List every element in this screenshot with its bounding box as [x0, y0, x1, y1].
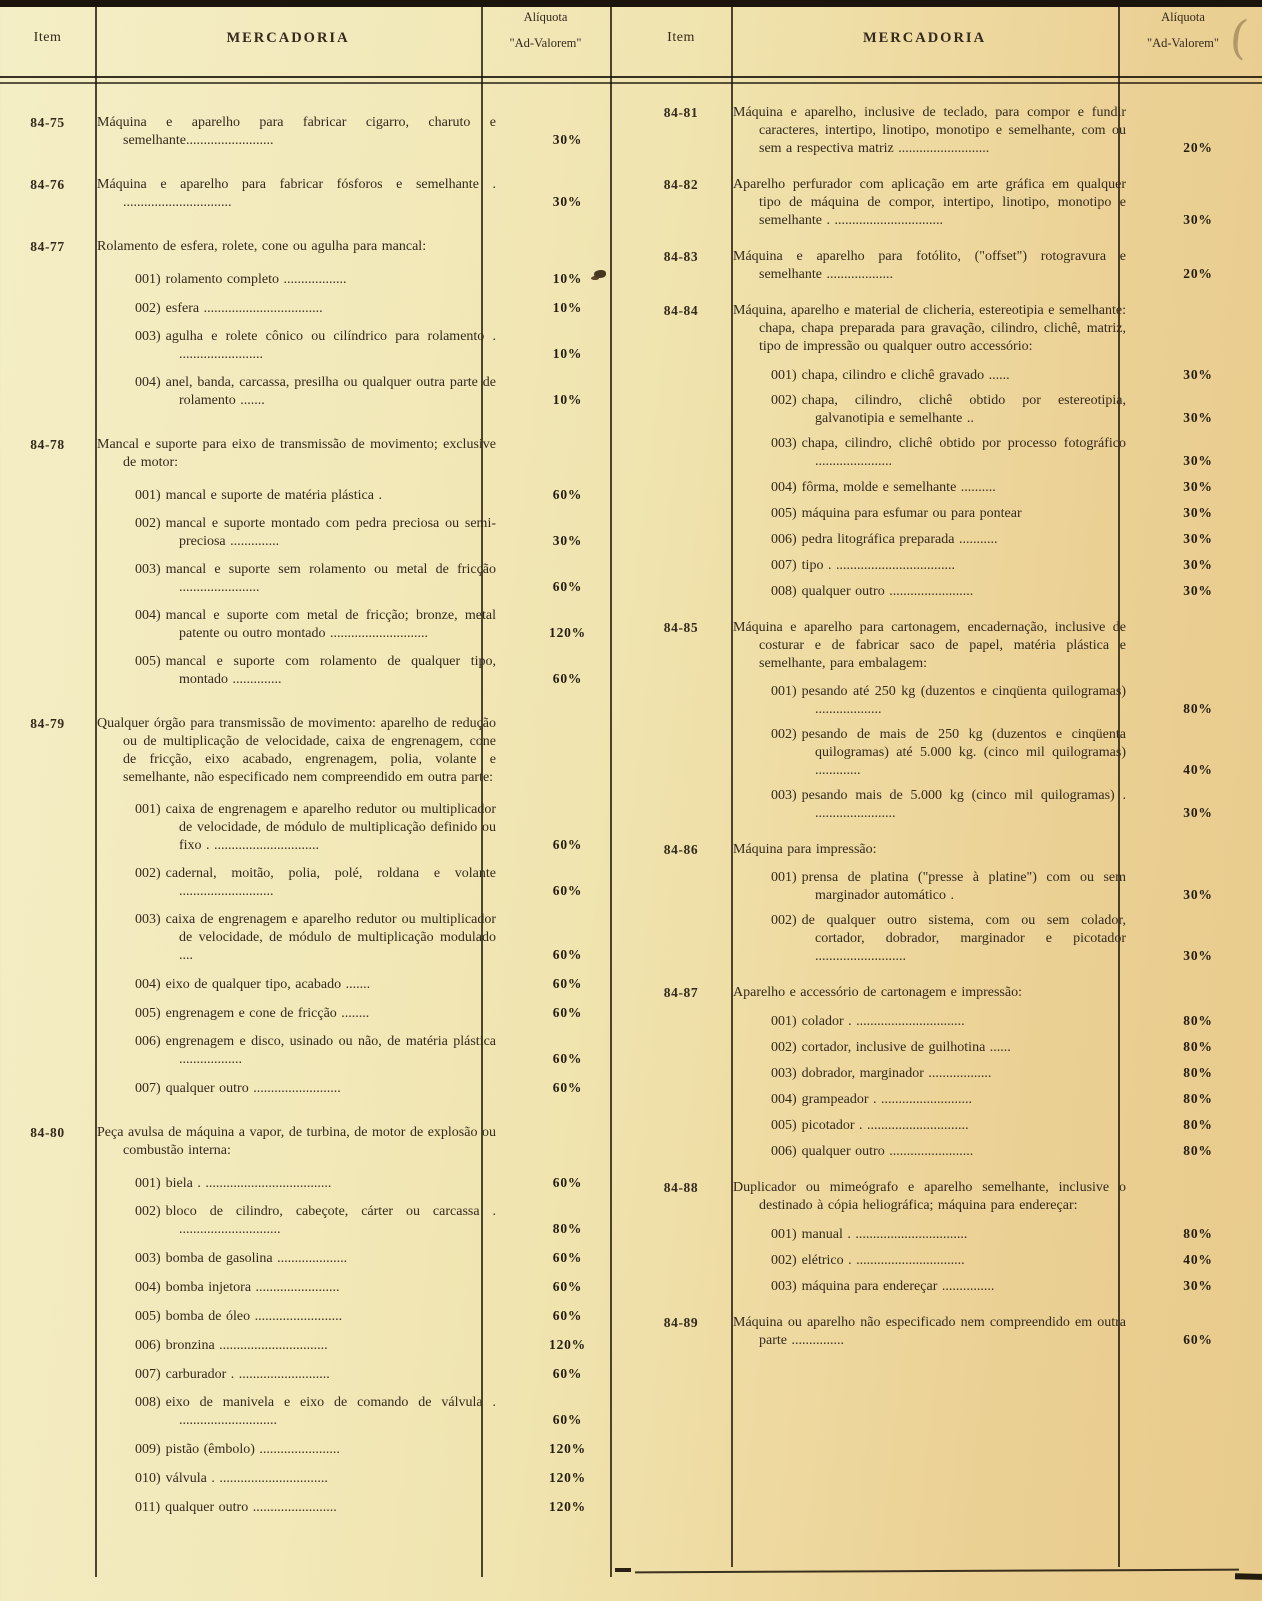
- rate-value: 60%: [552, 1412, 583, 1427]
- tariff-table-right: [631, 0, 1262, 1601]
- rate-value: 80%: [1183, 1117, 1213, 1132]
- rate-value: 80%: [1183, 1226, 1213, 1241]
- entry-main-row: [95, 715, 631, 787]
- rate-value: 30%: [1183, 531, 1213, 546]
- table-row: [0, 436, 631, 689]
- rate-value: 60%: [552, 487, 583, 502]
- item-number: 84-86: [663, 842, 699, 857]
- sub-item-row: [731, 1277, 1262, 1296]
- sub-item-code: 001): [135, 802, 161, 817]
- sub-item-row: [731, 683, 1262, 719]
- sub-item-row: [731, 582, 1262, 601]
- header-mercadoria-label: MERCADORIA: [226, 30, 350, 46]
- sub-item-row: [95, 865, 631, 901]
- sub-item-code: 004): [135, 977, 161, 992]
- rate-value: 60%: [552, 883, 583, 898]
- sub-item-row: [95, 1469, 631, 1488]
- rate-value: 60%: [1183, 1332, 1213, 1347]
- sub-item-code: 002): [135, 1204, 161, 1219]
- entry-description: Máquina e aparelho para fotólito, ("offset") rotogravura e semelhante ...................: [733, 249, 1126, 282]
- sub-item-code: 005): [135, 654, 161, 669]
- rate-value: 80%: [1183, 1143, 1213, 1158]
- sub-item-row: [95, 486, 631, 505]
- entry-description: Peça avulsa de máquina a vapor, de turbina, de motor de explosão ou combustão interna:: [97, 1125, 496, 1158]
- sub-item-row: [731, 1090, 1262, 1109]
- rate-value: 30%: [1183, 479, 1213, 494]
- sub-item-row: [95, 1365, 631, 1384]
- rate-value: 30%: [1183, 367, 1213, 382]
- rate-value: 60%: [552, 947, 583, 962]
- table-row: [0, 1124, 631, 1517]
- rate-value: [504, 255, 631, 256]
- rate-value: 30%: [1183, 948, 1213, 963]
- rate-value: 40%: [1183, 1252, 1213, 1267]
- sub-item-text: 006) qualquer outro ........................: [771, 1144, 974, 1159]
- sub-item-text: 001) chapa, cilindro e clichê gravado ......: [771, 368, 1010, 383]
- entry-description: Aparelho e accessório de cartonagem e impressão:: [733, 985, 1022, 1000]
- sub-item-text: 006) bronzina ...............................: [135, 1338, 328, 1353]
- rate-value: 30%: [552, 194, 583, 209]
- sub-item-text: 003) pesando mais de 5.000 kg (cinco mil quilogramas) . .......................: [771, 788, 1126, 821]
- rate-value: 60%: [552, 579, 583, 594]
- rate-value: 60%: [552, 976, 583, 991]
- sub-item-text: 006) pedra litográfica preparada ...........: [771, 532, 998, 547]
- sub-item-row: [731, 530, 1262, 549]
- header-item-label: Item: [667, 30, 695, 45]
- item-number: 84-77: [30, 239, 65, 254]
- entry-main-row: [95, 176, 631, 212]
- sub-item-text: 001) caixa de engrenagem e aparelho redutor ou multiplicador de velocidade, de módulo de multiplicação definido ou fixo . ..............................: [135, 802, 496, 853]
- table-row: [631, 1179, 1262, 1296]
- item-number: 84-89: [663, 1315, 699, 1330]
- sub-item-text: 001) colador . ...............................: [771, 1014, 965, 1029]
- sub-item-text: 003) agulha e rolete cônico ou cilíndrico para rolamento . ........................: [135, 329, 496, 362]
- sub-item-text: 002) chapa, cilindro, clichê obtido por estereotipia, galvanotipia e semelhante ..: [771, 393, 1126, 426]
- rate-value: [1134, 672, 1262, 673]
- sub-item-code: 007): [771, 558, 797, 573]
- table-header: [631, 0, 1262, 78]
- entry-description: Máquina e aparelho para fabricar cigarro, charuto e semelhante.........................: [97, 115, 496, 148]
- sub-item-row: [95, 1440, 631, 1459]
- entries-list: [631, 78, 1262, 1350]
- sub-item-text: 007) qualquer outro .........................: [135, 1081, 341, 1096]
- sub-item-code: 008): [771, 584, 797, 599]
- sub-item-text: 003) bomba de gasolina ....................: [135, 1251, 348, 1266]
- sub-item-row: [95, 1278, 631, 1297]
- sub-item-row: [731, 1116, 1262, 1135]
- sub-item-code: 003): [135, 329, 161, 344]
- rate-value: 40%: [1183, 762, 1213, 777]
- entry-description: Máquina e aparelho para cartonagem, encadernação, inclusive de costurar e de fabricar saco de papel, matéria plástica e semelhante, para embalagem:: [733, 620, 1126, 671]
- rate-value: 60%: [552, 1308, 583, 1323]
- sub-item-row: [95, 270, 631, 289]
- sub-item-code: 005): [135, 1006, 161, 1021]
- entry-main-row: [95, 436, 631, 472]
- sub-item-row: [731, 787, 1262, 823]
- table-row: [631, 248, 1262, 284]
- sub-item-code: 004): [135, 375, 161, 390]
- rate-value: 60%: [552, 1080, 583, 1095]
- entry-description: Máquina e aparelho, inclusive de teclado, para compor e fundir caracteres, intertipo, linotipo, monotipo e semelhante, com ou sem a respectiva matriz ..........................: [733, 105, 1126, 156]
- item-number: 84-88: [663, 1180, 699, 1195]
- sub-item-row: [95, 1394, 631, 1430]
- sub-item-row: [731, 1038, 1262, 1057]
- rate-value: 30%: [1183, 557, 1213, 572]
- sub-item-code: 005): [135, 1309, 161, 1324]
- rate-value: 60%: [552, 837, 583, 852]
- sub-item-code: 001): [771, 1014, 797, 1029]
- rate-value: 30%: [1183, 887, 1213, 902]
- sub-item-row: [95, 561, 631, 597]
- entry-description: Máquina e aparelho para fabricar fósforos e semelhante . ...............................: [97, 177, 496, 210]
- sub-item-row: [95, 911, 631, 965]
- sub-item-text: 003) mancal e suporte sem rolamento ou metal de fricção .......................: [135, 562, 496, 595]
- sub-item-text: 004) eixo de qualquer tipo, acabado .......: [135, 977, 371, 992]
- sub-item-text: 002) esfera ..................................: [135, 301, 323, 316]
- sub-item-code: 005): [771, 1118, 797, 1133]
- entry-main-row: [731, 841, 1262, 859]
- sub-item-text: 001) manual . ................................: [771, 1227, 968, 1242]
- sub-items: [95, 801, 631, 1098]
- bottom-rule: [635, 1569, 1239, 1574]
- sub-item-row: [95, 653, 631, 689]
- rate-value: 60%: [552, 671, 583, 686]
- rate-value: 120%: [549, 1337, 586, 1352]
- sub-item-code: 004): [135, 1280, 161, 1295]
- sub-item-text: 004) bomba injetora ........................: [135, 1280, 340, 1295]
- rate-value: 60%: [552, 1175, 583, 1190]
- rate-value: 120%: [549, 1470, 586, 1485]
- sub-items: [731, 1225, 1262, 1296]
- sub-item-row: [731, 1012, 1262, 1031]
- sub-item-code: 006): [771, 1144, 797, 1159]
- sub-item-code: 009): [135, 1442, 161, 1457]
- rate-value: 30%: [552, 533, 583, 548]
- table-row: [0, 715, 631, 1098]
- sub-item-row: [95, 1498, 631, 1517]
- rate-value: 80%: [1183, 1013, 1213, 1028]
- sub-item-code: 002): [771, 913, 797, 928]
- sub-item-row: [731, 1142, 1262, 1161]
- sub-item-text: 002) de qualquer outro sistema, com ou sem colador, cortador, dobrador, marginador e picotador ..........................: [771, 913, 1126, 964]
- table-row: [0, 176, 631, 212]
- table-row: [631, 302, 1262, 601]
- sub-item-text: 003) máquina para endereçar ...............: [771, 1279, 995, 1294]
- sub-item-code: 008): [135, 1395, 161, 1410]
- entry-description: Máquina para impressão:: [733, 842, 877, 857]
- sub-item-code: 006): [135, 1034, 161, 1049]
- rate-value: 10%: [552, 392, 583, 407]
- entry-main-row: [95, 1124, 631, 1160]
- rate-value: [1134, 355, 1262, 356]
- sub-item-text: 009) pistão (êmbolo) .......................: [135, 1442, 340, 1457]
- sub-item-text: 005) picotador . .............................: [771, 1118, 969, 1133]
- rate-value: 10%: [552, 346, 583, 361]
- rate-value: 80%: [552, 1221, 583, 1236]
- sub-item-text: 002) bloco de cilindro, cabeçote, cárter ou carcassa . .............................: [135, 1204, 496, 1237]
- table-row: [0, 114, 631, 150]
- sub-item-code: 002): [771, 1253, 797, 1268]
- rate-value: 20%: [1183, 140, 1213, 155]
- sub-item-row: [731, 392, 1262, 428]
- bottom-rule-heavy: [1235, 1573, 1262, 1581]
- sub-item-code: 001): [771, 368, 797, 383]
- sub-item-row: [95, 1203, 631, 1239]
- sub-item-row: [95, 299, 631, 318]
- header-mercadoria-label: MERCADORIA: [862, 30, 987, 46]
- sub-item-code: 003): [771, 788, 797, 803]
- sub-item-row: [731, 504, 1262, 523]
- item-number: 84-76: [30, 177, 65, 192]
- item-number: 84-79: [30, 716, 65, 731]
- entry-description: Aparelho perfurador com aplicação em arte gráfica em qualquer tipo de máquina de compor, intertipo, linotipo, monotipo e semelhante . ...............................: [733, 177, 1126, 228]
- rate-value: 10%: [552, 271, 583, 286]
- sub-item-code: 003): [771, 1279, 797, 1294]
- entry-main-row: [95, 238, 631, 256]
- sub-item-row: [95, 801, 631, 855]
- sub-item-code: 010): [135, 1471, 161, 1486]
- sub-item-text: 002) mancal e suporte montado com pedra preciosa ou semi-preciosa ..............: [135, 516, 496, 549]
- sub-item-code: 003): [771, 1066, 797, 1081]
- sub-item-row: [731, 1251, 1262, 1270]
- sub-item-row: [95, 328, 631, 364]
- sub-items: [95, 486, 631, 689]
- entry-description: Mancal e suporte para eixo de transmissão de movimento; exclusive de motor:: [97, 437, 496, 470]
- entry-main-row: [731, 302, 1262, 356]
- sub-item-text: 001) pesando até 250 kg (duzentos e cinqüenta quilogramas) ...................: [771, 684, 1126, 717]
- rate-value: 60%: [552, 1366, 583, 1381]
- sub-item-text: 010) válvula . ...............................: [135, 1471, 328, 1486]
- rate-value: 60%: [552, 1279, 583, 1294]
- rate-value: 120%: [549, 1499, 586, 1514]
- table-row: [631, 104, 1262, 158]
- sub-item-row: [95, 1033, 631, 1069]
- rate-value: [1134, 1001, 1262, 1002]
- sub-item-code: 002): [135, 301, 161, 316]
- sub-item-text: 008) qualquer outro ........................: [771, 584, 974, 599]
- rate-value: 10%: [552, 300, 583, 315]
- entry-description: Duplicador ou mimeógrafo e aparelho semelhante, inclusive o destinado à cópia heliográfica; máquina para endereçar:: [733, 1180, 1126, 1213]
- sub-item-code: 004): [771, 1092, 797, 1107]
- sub-item-row: [95, 1249, 631, 1268]
- sub-item-text: 003) caixa de engrenagem e aparelho redutor ou multiplicador de velocidade, de módulo de multiplicação modulado ....: [135, 912, 496, 963]
- sub-item-row: [731, 912, 1262, 966]
- entry-main-row: [731, 1314, 1262, 1350]
- rate-value: 30%: [1183, 1278, 1213, 1293]
- item-number: 84-80: [30, 1125, 65, 1140]
- sub-item-text: 003) chapa, cilindro, clichê obtido por processo fotográfico ......................: [771, 436, 1126, 469]
- item-number: 84-84: [663, 303, 699, 318]
- entry-main-row: [731, 619, 1262, 673]
- sub-item-text: 007) carburador . ..........................: [135, 1367, 330, 1382]
- sub-item-text: 003) dobrador, marginador ..................: [771, 1066, 992, 1081]
- entry-main-row: [731, 248, 1262, 284]
- header-aliquota-label: Alíquota "Ad-Valorem": [509, 10, 582, 50]
- rate-value: [1134, 858, 1262, 859]
- sub-item-code: 006): [135, 1338, 161, 1353]
- rate-value: 30%: [1183, 583, 1213, 598]
- table-header: [0, 0, 631, 78]
- sub-item-row: [731, 556, 1262, 575]
- item-number: 84-82: [663, 177, 699, 192]
- sub-item-row: [731, 435, 1262, 471]
- sub-item-text: 002) cadernal, moitão, polia, polé, roldana e volante ...........................: [135, 866, 496, 899]
- sub-item-code: 007): [135, 1367, 161, 1382]
- rate-value: [504, 471, 631, 472]
- sub-item-code: 001): [135, 272, 161, 287]
- sub-item-code: 001): [771, 870, 797, 885]
- rate-value: 20%: [1183, 266, 1213, 281]
- sub-item-row: [95, 607, 631, 643]
- sub-item-row: [731, 1064, 1262, 1083]
- sub-item-code: 005): [771, 506, 797, 521]
- rate-value: 80%: [1183, 701, 1213, 716]
- entry-main-row: [731, 176, 1262, 230]
- sub-item-code: 003): [135, 562, 161, 577]
- rate-value: 30%: [1183, 453, 1213, 468]
- sub-item-text: 005) mancal e suporte com rolamento de qualquer tipo, montado ..............: [135, 654, 496, 687]
- sub-item-code: 004): [771, 480, 797, 495]
- sub-item-row: [731, 869, 1262, 905]
- sub-item-row: [731, 726, 1262, 780]
- sub-item-row: [95, 1079, 631, 1098]
- rate-value: 80%: [1183, 1091, 1213, 1106]
- sub-items: [731, 869, 1262, 966]
- sub-item-code: 003): [771, 436, 797, 451]
- sub-item-row: [95, 975, 631, 994]
- sub-item-code: 002): [135, 516, 161, 531]
- sub-item-code: 002): [771, 393, 797, 408]
- sub-item-text: 002) elétrico . ...............................: [771, 1253, 965, 1268]
- table-row: [0, 238, 631, 410]
- rate-value: 30%: [552, 132, 583, 147]
- entry-main-row: [95, 114, 631, 150]
- sub-item-code: 003): [135, 1251, 161, 1266]
- sub-item-code: 006): [771, 532, 797, 547]
- sub-item-row: [731, 478, 1262, 497]
- sub-items: [95, 270, 631, 410]
- sub-item-text: 011) qualquer outro ........................: [135, 1500, 337, 1515]
- entry-description: Máquina ou aparelho não especificado nem compreendido em outra parte ...............: [733, 1315, 1126, 1348]
- corner-mark: (: [1227, 9, 1251, 65]
- table-row: [631, 176, 1262, 230]
- sub-item-text: 005) engrenagem e cone de fricção ........: [135, 1006, 370, 1021]
- rate-value: 60%: [552, 1005, 583, 1020]
- entry-main-row: [731, 984, 1262, 1002]
- rate-value: 30%: [1183, 505, 1213, 520]
- header-item-label: Item: [33, 30, 62, 45]
- entry-description: Máquina, aparelho e material de clicheria, estereotipia e semelhante: chapa, chapa preparada para gravação, cilindro, clichê, matriz, tipo de impressão ou qualquer outro accessório:: [733, 303, 1126, 354]
- sub-items: [731, 683, 1262, 823]
- rate-value: [504, 786, 631, 787]
- rate-value: 80%: [1183, 1039, 1213, 1054]
- sub-item-code: 001): [135, 488, 161, 503]
- entry-main-row: [731, 1179, 1262, 1215]
- rate-value: [1134, 1214, 1262, 1215]
- sub-item-text: 007) tipo . ..................................: [771, 558, 955, 573]
- sub-item-text: 005) máquina para esfumar ou para pontear: [771, 506, 1022, 521]
- entry-main-row: [731, 104, 1262, 158]
- entry-description: Rolamento de esfera, rolete, cone ou agulha para mancal:: [97, 239, 427, 254]
- sub-item-text: 002) pesando de mais de 250 kg (duzentos e cinqüenta quilogramas) até 5.000 kg. (cinco mil quilogramas) .............: [771, 727, 1126, 778]
- sub-item-code: 002): [135, 866, 161, 881]
- sub-item-code: 004): [135, 608, 161, 623]
- sub-item-row: [95, 1004, 631, 1023]
- sub-item-text: 008) eixo de manivela e eixo de comando de válvula . ............................: [135, 1395, 496, 1428]
- sub-item-text: 004) grampeador . ..........................: [771, 1092, 973, 1107]
- table-row: [631, 841, 1262, 966]
- entry-description: Qualquer órgão para transmissão de movimento: aparelho de redução ou de multiplicação de velocidade, caixa de engrenagem, cone de fricção, eixo acabado, engrenagem, polia, volante e semelhante, não especificado nem compreendido em outra parte:: [97, 716, 496, 785]
- sub-items: [731, 366, 1262, 601]
- sub-item-code: 011): [135, 1500, 161, 1515]
- sub-item-code: 001): [135, 1176, 161, 1191]
- sub-item-text: 001) mancal e suporte de matéria plástica .: [135, 488, 382, 503]
- sub-item-text: 001) rolamento completo ..................: [135, 272, 347, 287]
- sub-item-code: 007): [135, 1081, 161, 1096]
- sub-item-code: 001): [771, 1227, 797, 1242]
- item-number: 84-81: [663, 105, 699, 120]
- sub-item-text: 004) fôrma, molde e semelhante ..........: [771, 480, 996, 495]
- entries-list: [0, 78, 631, 1517]
- sub-item-row: [731, 1225, 1262, 1244]
- rate-value: 120%: [549, 1441, 586, 1456]
- rate-value: 80%: [1183, 1065, 1213, 1080]
- sub-item-code: 003): [135, 912, 161, 927]
- item-number: 84-87: [663, 985, 699, 1000]
- sub-item-row: [95, 515, 631, 551]
- sub-item-row: [95, 1174, 631, 1193]
- sub-item-text: 005) bomba de óleo .........................: [135, 1309, 343, 1324]
- rate-value: 30%: [1183, 212, 1213, 227]
- sub-items: [95, 1174, 631, 1517]
- sub-item-text: 004) anel, banda, carcassa, presilha ou qualquer outra parte de rolamento .......: [135, 375, 496, 408]
- item-number: 84-78: [30, 437, 65, 452]
- sub-item-row: [95, 1307, 631, 1326]
- table-row: [631, 619, 1262, 823]
- sub-item-text: 001) biela . ....................................: [135, 1176, 332, 1191]
- rate-value: 60%: [552, 1250, 583, 1265]
- table-row: [631, 1314, 1262, 1350]
- sub-item-code: 001): [771, 684, 797, 699]
- sub-item-code: 002): [771, 1040, 797, 1055]
- item-number: 84-75: [30, 115, 65, 130]
- sub-item-text: 006) engrenagem e disco, usinado ou não, de matéria plástica ..................: [135, 1034, 496, 1067]
- sub-item-text: 004) mancal e suporte com metal de fricção; bronze, metal patente ou outro montado ............................: [135, 608, 496, 641]
- rate-value: 30%: [1183, 410, 1213, 425]
- rate-value: 60%: [552, 1051, 583, 1066]
- item-number: 84-83: [663, 249, 699, 264]
- sub-item-code: 002): [771, 727, 797, 742]
- sub-item-row: [95, 1336, 631, 1355]
- sub-item-row: [95, 374, 631, 410]
- rate-value: [504, 1159, 631, 1160]
- table-row: [631, 984, 1262, 1161]
- header-aliquota-label: Alíquota "Ad-Valorem": [1147, 10, 1219, 50]
- sub-item-row: [731, 366, 1262, 385]
- rate-value: 120%: [549, 625, 586, 640]
- item-number: 84-85: [663, 620, 699, 635]
- sub-items: [731, 1012, 1262, 1161]
- sub-item-text: 001) prensa de platina ("presse à platine") com ou sem marginador automático .: [771, 870, 1126, 903]
- sub-item-text: 002) cortador, inclusive de guilhotina ......: [771, 1040, 1011, 1055]
- rate-value: 30%: [1183, 805, 1213, 820]
